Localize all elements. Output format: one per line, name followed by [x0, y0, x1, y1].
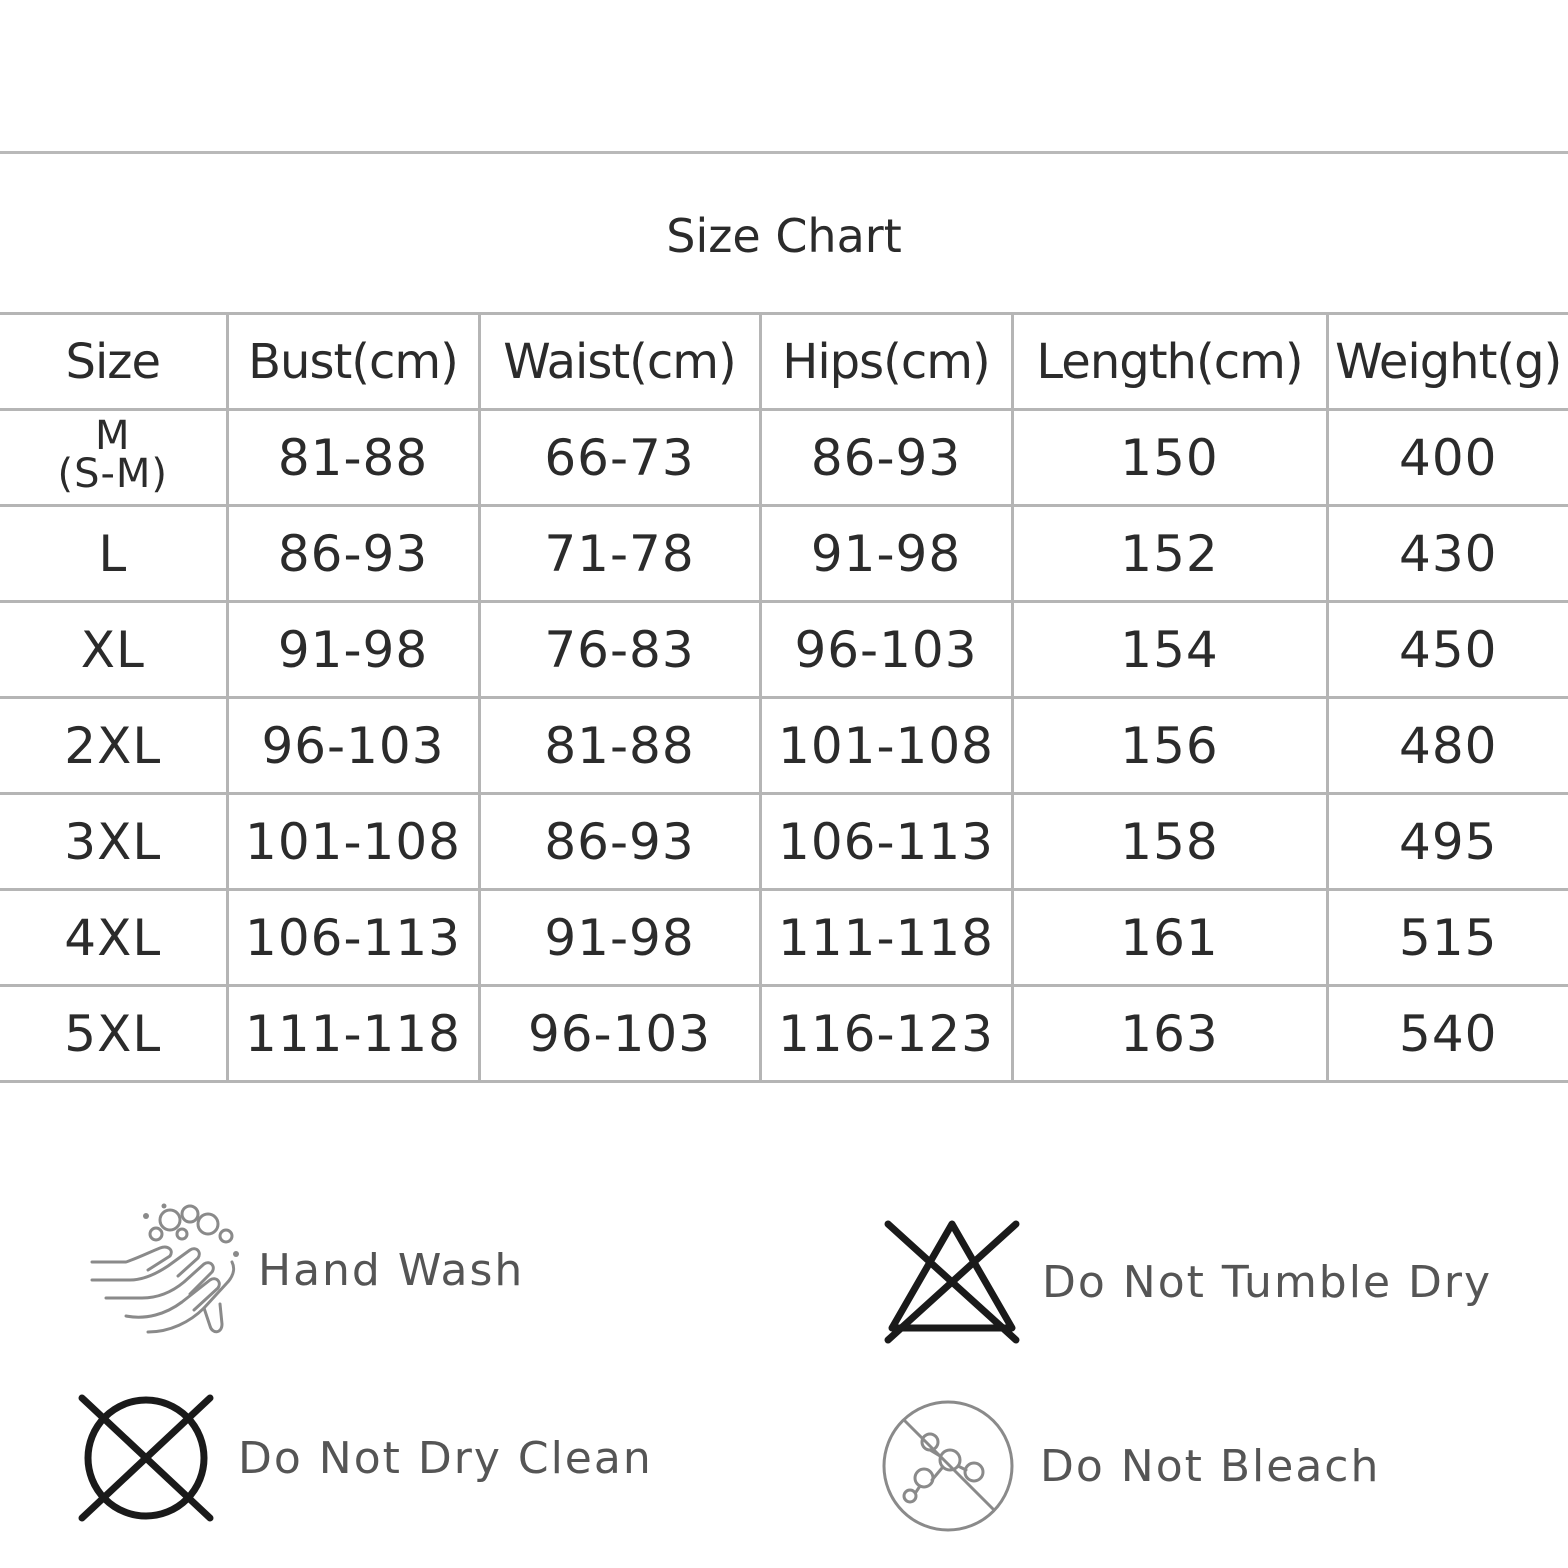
length-cell: 152	[1012, 506, 1327, 602]
bust-cell: 96-103	[227, 698, 479, 794]
weight-cell: 430	[1327, 506, 1568, 602]
hips-cell: 101-108	[760, 698, 1012, 794]
size-label-bottom: (S-M)	[57, 450, 169, 497]
table-row	[0, 986, 1568, 1082]
table-header-row	[0, 314, 1568, 410]
size-cell: L	[0, 506, 227, 602]
care-no-tumble-dry	[880, 1216, 1492, 1348]
table-row	[0, 698, 1568, 794]
weight-cell: 540	[1327, 986, 1568, 1082]
size-label-top: M	[94, 412, 131, 459]
table-row	[0, 602, 1568, 698]
weight-cell: 400	[1327, 410, 1568, 506]
weight-cell: 480	[1327, 698, 1568, 794]
hips-cell: 116-123	[760, 986, 1012, 1082]
page-title: Size Chart	[666, 209, 902, 263]
waist-cell: 86-93	[479, 794, 760, 890]
header-weight: Weight(g)	[1327, 314, 1568, 410]
table-row	[0, 890, 1568, 986]
header-waist: Waist(cm)	[479, 314, 760, 410]
waist-cell: 76-83	[479, 602, 760, 698]
length-cell: 161	[1012, 890, 1327, 986]
hips-cell: 96-103	[760, 602, 1012, 698]
no-dry-clean-label: Do Not Dry Clean	[238, 1432, 653, 1484]
size-cell: 5XL	[0, 986, 227, 1082]
bust-cell: 81-88	[227, 410, 479, 506]
hips-cell: 106-113	[760, 794, 1012, 890]
waist-cell: 91-98	[479, 890, 760, 986]
bust-cell: 86-93	[227, 506, 479, 602]
care-no-dry-clean	[72, 1392, 653, 1524]
length-cell: 158	[1012, 794, 1327, 890]
size-table	[0, 312, 1568, 1083]
bust-cell: 111-118	[227, 986, 479, 1082]
size-cell	[0, 410, 227, 506]
waist-cell: 96-103	[479, 986, 760, 1082]
length-cell: 163	[1012, 986, 1327, 1082]
table-row	[0, 410, 1568, 506]
no-bleach-icon	[874, 1398, 1022, 1534]
waist-cell: 71-78	[479, 506, 760, 602]
weight-cell: 515	[1327, 890, 1568, 986]
hips-cell: 86-93	[760, 410, 1012, 506]
header-hips: Hips(cm)	[760, 314, 1012, 410]
weight-cell: 450	[1327, 602, 1568, 698]
header-length: Length(cm)	[1012, 314, 1327, 410]
size-cell: 3XL	[0, 794, 227, 890]
waist-cell: 81-88	[479, 698, 760, 794]
length-cell: 154	[1012, 602, 1327, 698]
care-hand-wash	[86, 1200, 524, 1340]
hips-cell: 111-118	[760, 890, 1012, 986]
size-cell: 4XL	[0, 890, 227, 986]
size-label-stacked	[57, 412, 169, 497]
no-dry-clean-icon	[72, 1392, 220, 1524]
bust-cell: 91-98	[227, 602, 479, 698]
no-tumble-dry-label: Do Not Tumble Dry	[1042, 1256, 1493, 1308]
hand-wash-label: Hand Wash	[258, 1244, 525, 1296]
bust-cell: 106-113	[227, 890, 479, 986]
no-bleach-label: Do Not Bleach	[1040, 1440, 1381, 1492]
weight-cell: 495	[1327, 794, 1568, 890]
table-row	[0, 794, 1568, 890]
header-size: Size	[0, 314, 227, 410]
bust-cell: 101-108	[227, 794, 479, 890]
length-cell: 150	[1012, 410, 1327, 506]
size-cell: XL	[0, 602, 227, 698]
size-cell: 2XL	[0, 698, 227, 794]
hips-cell: 91-98	[760, 506, 1012, 602]
table-row	[0, 506, 1568, 602]
length-cell: 156	[1012, 698, 1327, 794]
no-tumble-dry-icon	[880, 1216, 1024, 1348]
hand-wash-icon	[86, 1200, 246, 1340]
care-no-bleach	[874, 1398, 1380, 1534]
waist-cell: 66-73	[479, 410, 760, 506]
header-bust: Bust(cm)	[227, 314, 479, 410]
top-divider	[0, 151, 1568, 154]
